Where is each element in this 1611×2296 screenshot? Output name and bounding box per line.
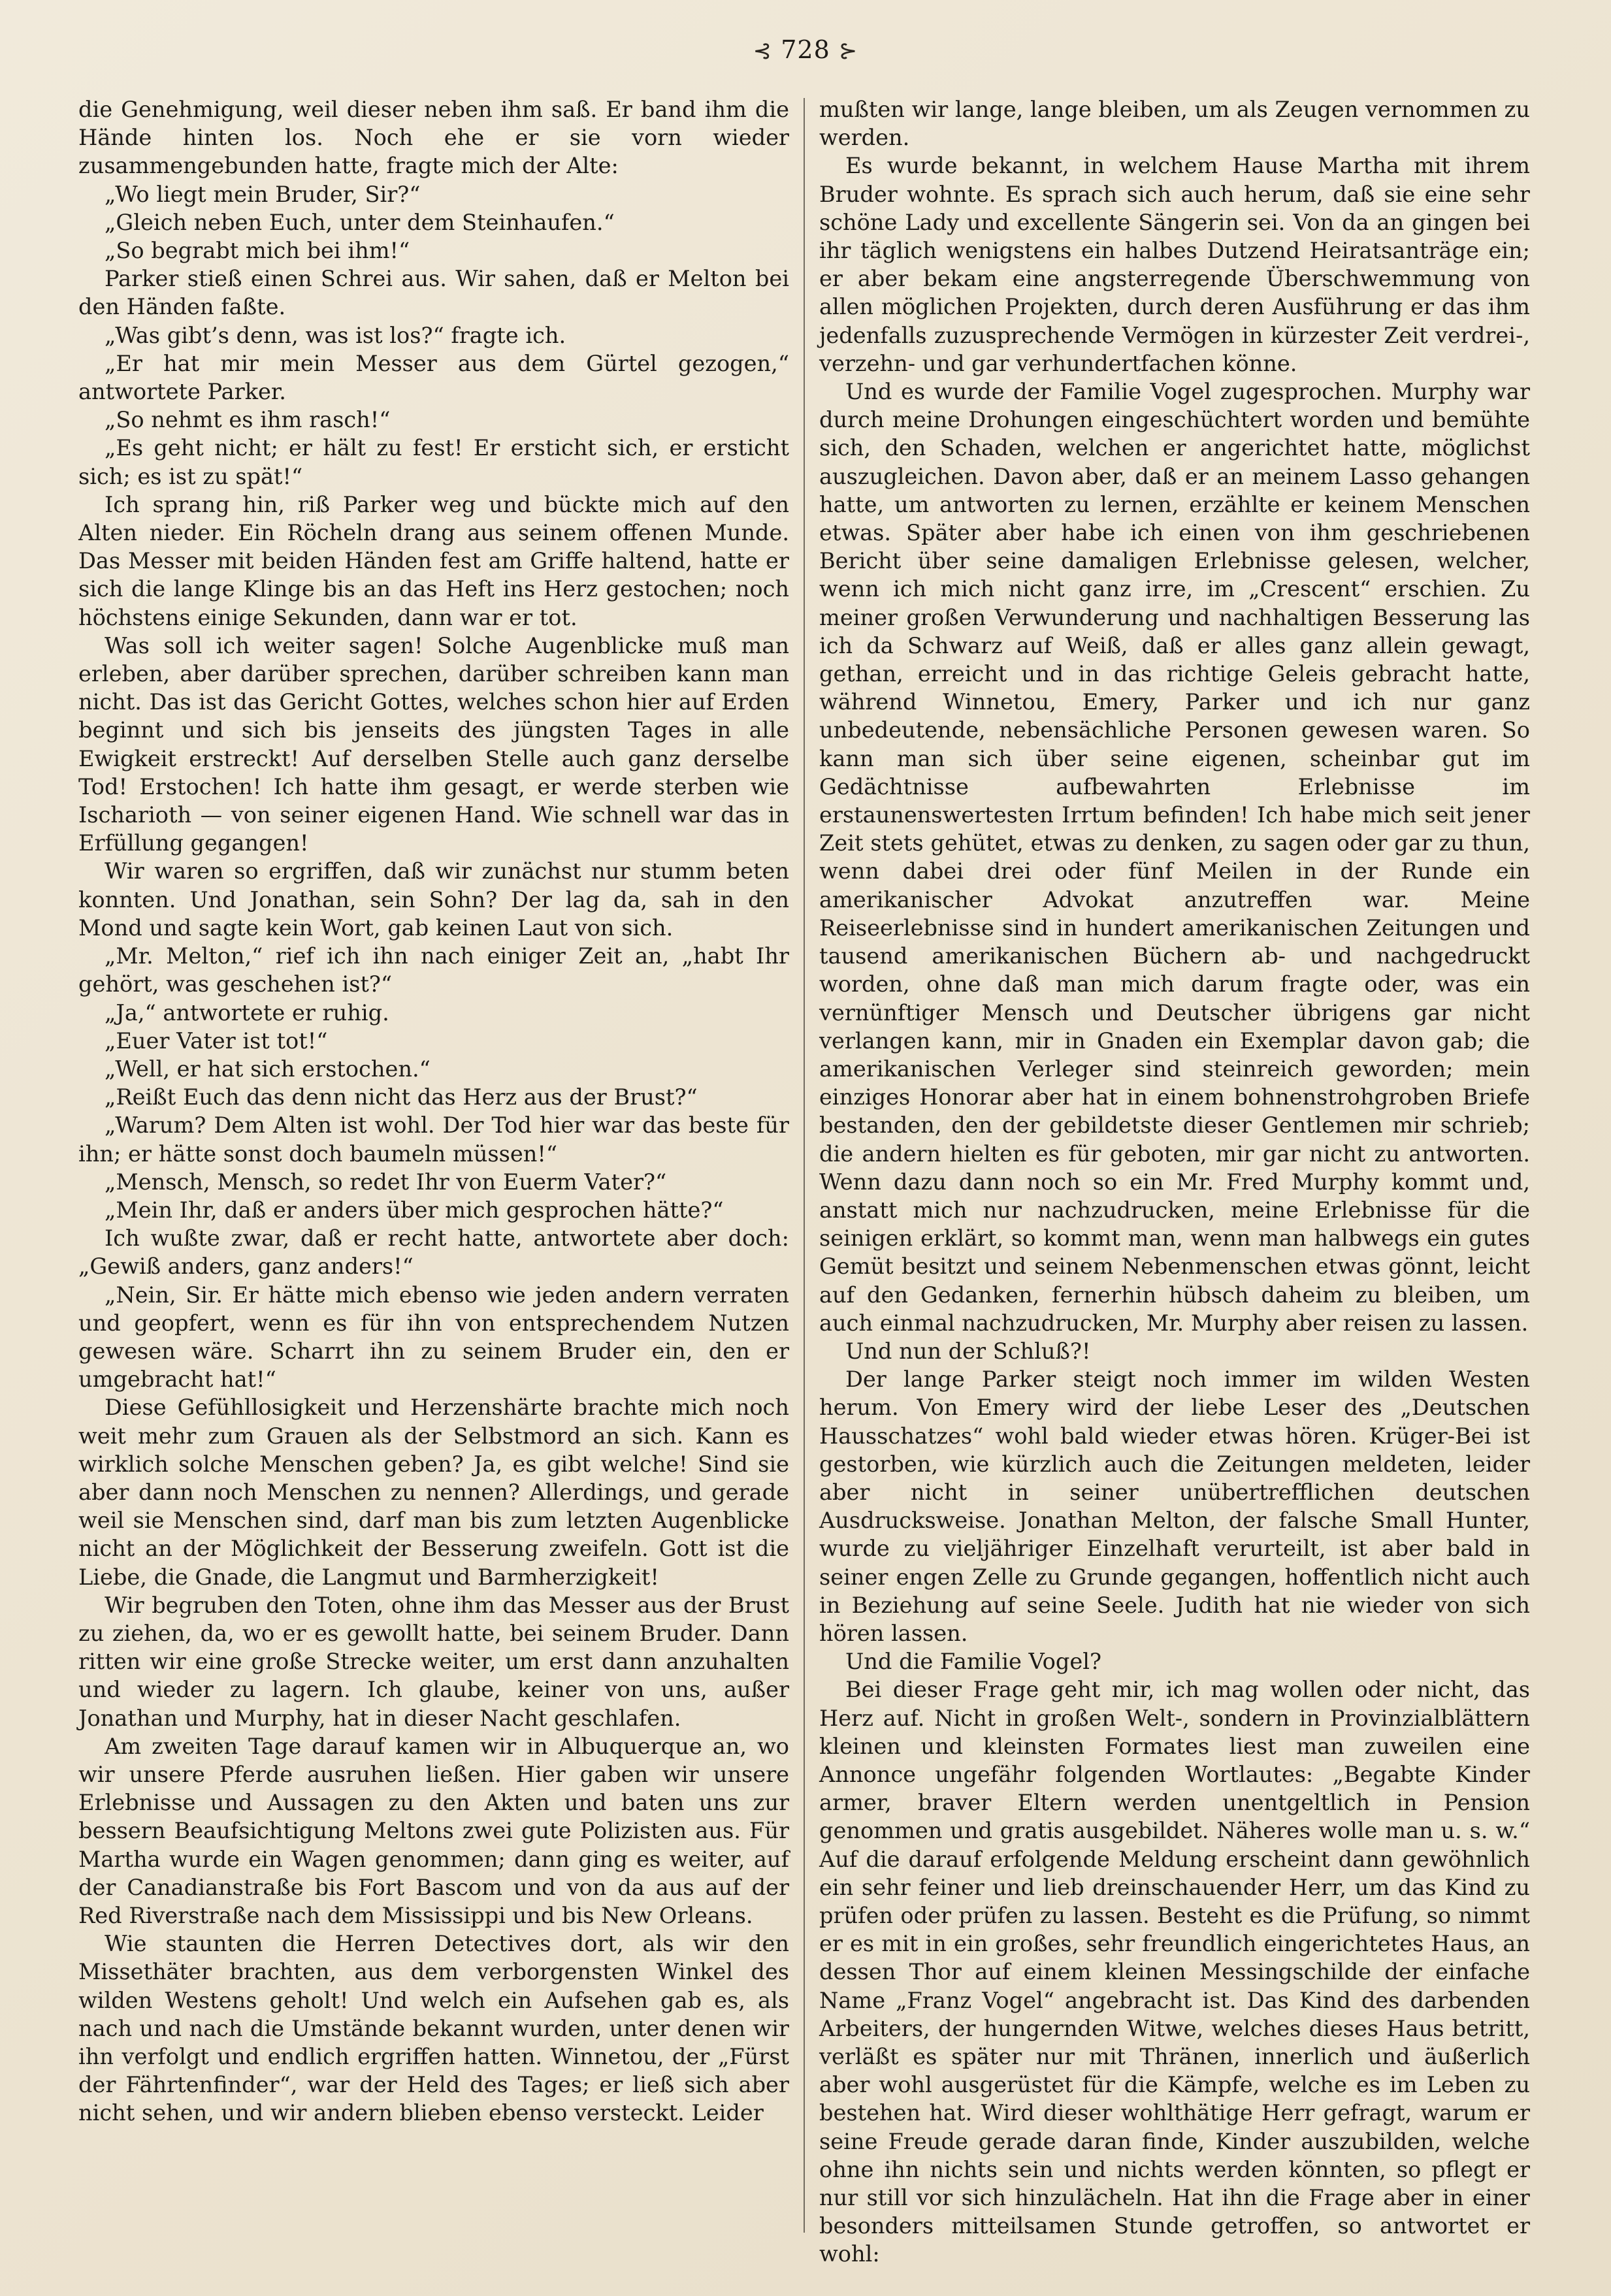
paragraph: „Was gibt’s denn, was ist los?“ fragte ich.	[105, 322, 566, 348]
paragraph: „Well, er hat sich erstochen.“	[105, 1056, 431, 1082]
paragraph: Es wurde bekannt, in welchem Hause Martha mit ihrem Bruder wohnte. Es sprach sich auch herum, daß sie eine sehr schöne Lady und excellente Sängerin sei. Von da an gingen bei ihr täglich wenigstens ein halbes Dutzend Heiratsanträge ein; er aber bekam eine angsterregende Überschwemmung von allen möglichen Projekten, durch deren Ausführung er das ihm jedenfalls zuzusprechende Vermögen in kürzester Zeit verdrei-, verzehn- und gar verhundertfachen könne.	[819, 153, 1530, 376]
column-divider	[804, 98, 805, 2233]
paragraph: Und nun der Schluß?!	[845, 1338, 1091, 1364]
paragraph: Wir begruben den Toten, ohne ihm das Messer aus der Brust zu ziehen, da, wo er es gewollt hatte, bei seinem Bruder. Dann ritten wir eine große Strecke weiter, um erst dann anzuhalten und wieder zu lagern. Ich glaube, keiner von uns, außer Jonathan und Murphy, hat in dieser Nacht geschlafen.	[78, 1592, 789, 1731]
page-number: 728	[781, 35, 830, 64]
paragraph: Was soll ich weiter sagen! Solche Augenblicke muß man erleben, aber darüber sprechen, darüber schreiben kann man nicht. Das ist das Gericht Gottes, welches schon hier auf Erden beginnt und sich bis jenseits des jüngsten Tages in alle Ewigkeit erstreckt! Auf derselben Stelle auch ganz derselbe Tod! Erstochen! Ich hatte ihm gesagt, er werde sterben wie Ischarioth — von seiner eigenen Hand. Wie schnell war das in Erfüllung gegangen!	[78, 632, 789, 856]
paragraph: Parker stieß einen Schrei aus. Wir sahen, daß er Melton bei den Händen faßte.	[78, 266, 789, 320]
paragraph: Am zweiten Tage darauf kamen wir in Albuquerque an, wo wir unsere Pferde ausruhen ließen. Hier gaben wir unsere Erlebnisse und Aussagen zu den Akten und baten uns zur bessern Beaufsichtigung Meltons zwei gute Polizisten aus. Für Martha wurde ein Wagen genommen; dann ging es weiter, auf der Canadianstraße bis Fort Bascom und von da aus auf der Red Riverstraße nach dem Mississippi und bis New Orleans.	[78, 1733, 789, 1928]
paragraph: „Mensch, Mensch, so redet Ihr von Euerm Vater?“	[105, 1169, 667, 1195]
right-column	[805, 95, 1530, 2267]
paragraph: „Wo liegt mein Bruder, Sir?“	[105, 181, 421, 207]
paragraph: „Er hat mir mein Messer aus dem Gürtel gezogen,“ antwortete Parker.	[78, 350, 789, 405]
paragraph: „Es geht nicht; er hält zu fest! Er ersticht sich, er ersticht sich; es ist zu spät!“	[78, 435, 789, 489]
paragraph: „Gleich neben Euch, unter dem Steinhaufen.“	[105, 209, 615, 235]
paragraph: mußten wir lange, lange bleiben, um als Zeugen vernommen zu werden.	[819, 97, 1530, 151]
paragraph: Der lange Parker steigt noch immer im wilden Westen herum. Von Emery wird der liebe Leser des „Deutschen Hausschatzes“ wohl bald wieder etwas hören. Krüger-Bei ist gestorben, wie kürzlich auch die Zeitungen meldeten, leider aber nicht in seiner unübertrefflichen deutschen Ausdrucksweise. Jonathan Melton, der falsche Small Hunter, wurde zu vieljähriger Einzelhaft verurteilt, ist aber bald in seiner engen Zelle zu Grunde gegangen, hoffentlich nicht auch in Beziehung auf seine Seele. Judith hat nie wieder von sich hören lassen.	[819, 1366, 1530, 1646]
paragraph: „Nein, Sir. Er hätte mich ebenso wie jeden andern verraten und geopfert, wenn es für ihn von entsprechendem Nutzen gewesen wäre. Scharrt ihn zu seinem Bruder ein, den er umgebracht hat!“	[78, 1282, 789, 1393]
ornament-right-icon: ⊱	[838, 38, 858, 64]
paragraph: „Euer Vater ist tot!“	[105, 1027, 328, 1054]
paragraph: Ich sprang hin, riß Parker weg und bückte mich auf den Alten nieder. Ein Röcheln drang aus seinem offenen Munde. Das Messer mit beiden Händen fest am Griffe haltend, hatte er sich die lange Klinge bis an das Heft ins Herz gestochen; noch höchstens einige Sekunden, dann war er tot.	[78, 491, 789, 630]
paragraph: „So nehmt es ihm rasch!“	[105, 407, 391, 433]
paragraph: „Mein Ihr, daß er anders über mich gesprochen hätte?“	[105, 1197, 724, 1223]
ornament-left-icon: ⊰	[753, 38, 773, 64]
paragraph: Diese Gefühllosigkeit und Herzenshärte brachte mich noch weit mehr zum Grauen als der Selbstmord an sich. Kann es wirklich solche Menschen geben? Ja, es gibt welche! Sind sie aber dann noch Menschen zu nennen? Allerdings, und gerade weil sie Menschen sind, darf man bis zum letzten Augenblicke nicht an der Möglichkeit der Besserung zweifeln. Gott ist die Liebe, die Gnade, die Langmut und Barmherzigkeit!	[78, 1395, 789, 1590]
paragraph: Bei dieser Frage geht mir, ich mag wollen oder nicht, das Herz auf. Nicht in großen Welt-, sondern in Provinzialblättern kleinen und kleinsten Formates liest man zuweilen eine Annonce ungefähr folgenden Wortlautes: „Begabte Kinder armer, braver Eltern werden unentgeltlich in Pension genommen und gratis ausgebildet. Näheres wolle man u. s. w.“ Auf die darauf erfolgende Meldung erscheint dann gewöhnlich ein sehr feiner und lieb dreinschauender Herr, um das Kind zu prüfen oder prüfen zu lassen. Besteht es die Prüfung, so nimmt er es mit in ein großes, sehr freundlich eingerichtetes Haus, an dessen Thor auf einem kleinen Messingschilde der einfache Name „Franz Vogel“ angebracht ist. Das Kind des darbenden Arbeiters, der hungernden Witwe, welches dieses Haus betritt, verläßt es später nur mit Thränen, innerlich und äußerlich aber wohl ausgerüstet für die Kämpfe, welche es im Leben zu bestehen hat. Wird dieser wohlthätige Herr gefragt, warum er seine Freude gerade daran finde, Kinder auszubilden, welche ohne ihn nichts sein und nichts werden könnten, so pflegt er nur still vor sich hinzulächeln. Hat ihn die Frage aber in einer besonders mitteilsamen Stunde getroffen, so antwortet er wohl:	[819, 1677, 1530, 2267]
page-header	[0, 34, 1611, 67]
paragraph: die Genehmigung, weil dieser neben ihm saß. Er band ihm die Hände hinten los. Noch ehe er sie vorn wieder zusammengebunden hatte, fragte mich der Alte:	[78, 97, 789, 179]
paragraph: Ich wußte zwar, daß er recht hatte, antwortete aber doch: „Gewiß anders, ganz anders!“	[78, 1225, 789, 1280]
text-columns	[78, 95, 1533, 2267]
paragraph: Wir waren so ergriffen, daß wir zunächst nur stumm beten konnten. Und Jonathan, sein Sohn? Der lag da, sah in den Mond und sagte kein Wort, gab keinen Laut von sich.	[78, 858, 789, 941]
paragraph: Und die Familie Vogel?	[845, 1649, 1101, 1675]
paragraph: „Warum? Dem Alten ist wohl. Der Tod hier war das beste für ihn; er hätte sonst doch baumeln müssen!“	[78, 1112, 789, 1167]
paragraph: „Mr. Melton,“ rief ich ihn nach einiger Zeit an, „habt Ihr gehört, was geschehen ist?“	[78, 943, 789, 997]
paragraph: Und es wurde der Familie Vogel zugesprochen. Murphy war durch meine Drohungen eingeschüchtert worden und bemühte sich, den Schaden, welchen er angerichtet hatte, möglichst auszugleichen. Davon aber, daß er an meinem Lasso gehangen hatte, um antworten zu lernen, erzählte er keinem Menschen etwas. Später aber habe ich einen von ihm geschriebenen Bericht über seine damaligen Erlebnisse gelesen, welcher, wenn ich mich nicht ganz irre, im „Crescent“ erschien. Zu meiner großen Verwunderung und nachhaltigen Besserung las ich da Schwarz auf Weiß, daß er alles ganz allein gewagt, gethan, erreicht und in das richtige Geleis gebracht hatte, während Winnetou, Emery, Parker und ich nur ganz unbedeutende, nebensächliche Personen gewesen waren. So kann man sich über seine eigenen, scheinbar gut im Gedächtnisse aufbewahrten Erlebnisse im erstaunenswertesten Irrtum befinden! Ich habe mich seit jener Zeit stets gehütet, etwas zu denken, zu sagen oder gar zu thun, wenn dabei drei oder fünf Meilen in der Runde ein amerikanischer Advokat anzutreffen war. Meine Reiseerlebnisse sind in hundert amerikanischen Zeitungen und tausend amerikanischen Büchern ab- und nachgedruckt worden, ohne daß man mich darum fragte oder, was ein vernünftiger Mensch und Deutscher übrigens gar nicht verlangen kann, mir in Gnaden ein Exemplar davon gab; die amerikanischen Verleger sind steinreich geworden; mein einziges Honorar aber hat in einem bohnenstrohgroben Briefe bestanden, den der gebildetste dieser Gentlemen mir schrieb; die andern hielten es für geboten, mir gar nicht zu antworten. Wenn dazu dann noch so ein Mr. Fred Murphy kommt und, anstatt mich nur nachzudrucken, meine Erlebnisse für die seinigen erklärt, so kommt man, wenn man halbwegs ein gutes Gemüt besitzt und seinem Nebenmenschen etwas gönnt, leicht auf den Gedanken, fernerhin hübsch daheim zu bleiben, um auch einmal nachzudrucken, Mr. Murphy aber reisen zu lassen.	[819, 379, 1530, 1336]
paragraph: Wie staunten die Herren Detectives dort, als wir den Missethäter brachten, aus dem verborgensten Winkel des wilden Westens geholt! Und welch ein Aufsehen gab es, als nach und nach die Umstände bekannt wurden, unter denen wir ihn verfolgt und endlich ergriffen hatten. Winnetou, der „Fürst der Fährtenfinder“, war der Held des Tages; er ließ sich aber nicht sehen, und wir andern blieben ebenso versteckt. Leider	[78, 1931, 789, 2126]
paragraph: „So begrabt mich bei ihm!“	[105, 238, 410, 264]
left-column	[78, 95, 804, 2238]
paragraph: „Reißt Euch das denn nicht das Herz aus der Brust?“	[105, 1084, 698, 1110]
paragraph: „Ja,“ antwortete er ruhig.	[105, 999, 389, 1026]
